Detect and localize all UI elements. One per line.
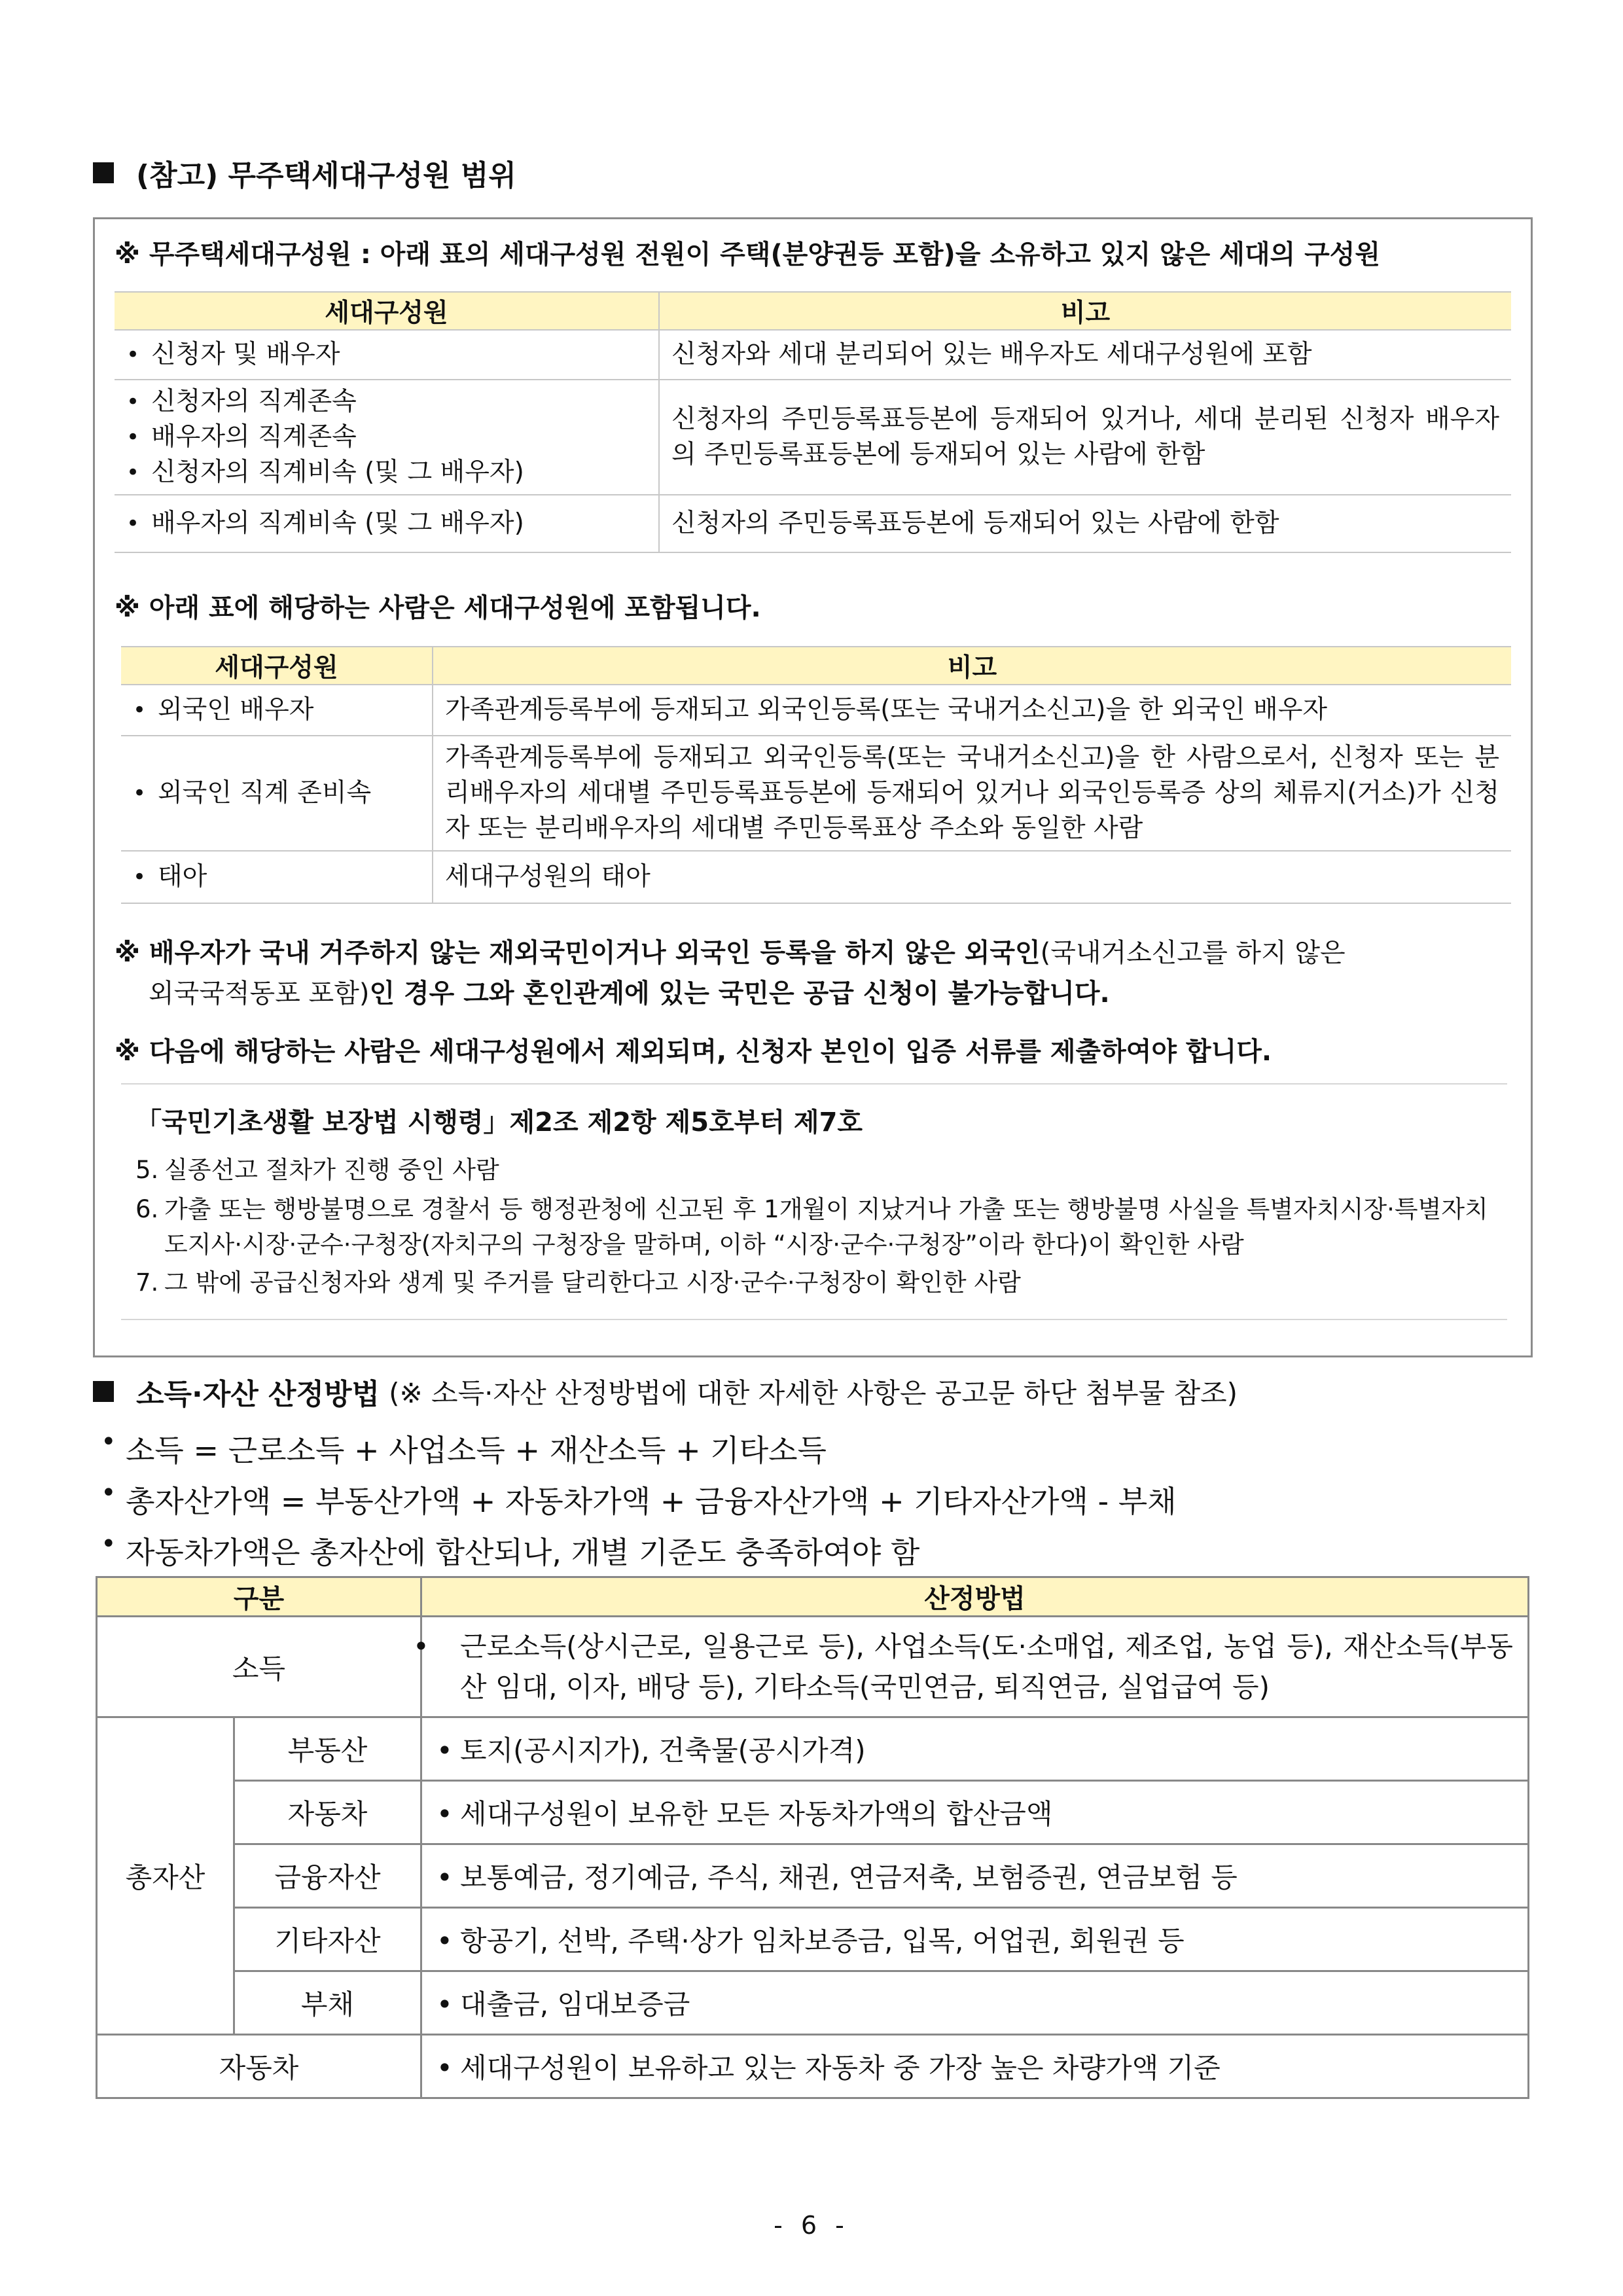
list-item: • 신청자의 직계비속 (및 그 배우자) (126, 455, 647, 490)
row-label: 부채 (234, 1971, 421, 2035)
household-scope-box (93, 217, 1533, 1357)
table-cell: • 세대구성원이 보유한 모든 자동차가액의 합산금액 (421, 1781, 1529, 1844)
section-note: (※ 소득·자산 산정방법에 대한 자세한 사항은 공고문 하단 첨부물 참조) (389, 1377, 1238, 1409)
table-row (97, 1908, 1529, 1971)
table-row (97, 1971, 1529, 2035)
list-item: • 신청자의 직계존속 (126, 384, 647, 420)
table-header: 비고 (433, 647, 1511, 685)
table-cell: 신청자와 세대 분리되어 있는 배우자도 세대구성원에 포함 (659, 330, 1511, 380)
table-row (97, 1781, 1529, 1844)
table-cell: 가족관계등록부에 등재되고 외국인등록(또는 국내거소신고)을 한 외국인 배우자 (433, 685, 1511, 736)
row-label: 소득 (97, 1617, 421, 1717)
income-assets-table (96, 1576, 1529, 2099)
note-included-members: ※ 아래 표에 해당하는 사람은 세대구성원에 포함됩니다. (115, 593, 761, 623)
table-cell: • 항공기, 선박, 주택·상가 임차보증금, 입목, 어업권, 회원권 등 (421, 1908, 1529, 1971)
table-row (115, 330, 1511, 380)
section-heading-income-assets (93, 1371, 1238, 1412)
list-item: • 외국인 배우자 (133, 692, 420, 728)
car-value-note: • 자동차가액은 총자산에 합산되나, 개별 기준도 충족하여야 함 (126, 1529, 919, 1572)
row-label: 금융자산 (234, 1844, 421, 1908)
row-label: 총자산 (97, 1717, 234, 2035)
table-cell: 신청자의 주민등록표등본에 등재되어 있거나, 세대 분리된 신청자 배우자의 주민등록표등본에 등재되어 있는 사람에 한함 (659, 380, 1511, 495)
list-item: 7. 그 밖에 공급신청자와 생계 및 주거를 달리한다고 시장·군수·구청장이 확인한 사람 (135, 1268, 1021, 1297)
included-members-table (121, 646, 1511, 904)
exclusion-box (121, 1083, 1507, 1320)
list-item: • 신청자 및 배우자 (126, 337, 647, 372)
formula-total-assets: • 총자산가액 = 부동산가액 + 자동차가액 + 금융자산가액 + 기타자산가액 - 부채 (126, 1478, 1177, 1521)
note-foreign-spouse: ※ 배우자가 국내 거주하지 않는 재외국민이거나 외국인 등록을 하지 않은 외국인(국내거소신고를 하지 않은 외국국적동포 포함)인 경우 그와 혼인관계에 있는 국민은 공급 신청이 불가능합니다. (115, 938, 1346, 1009)
table-header: 세대구성원 (115, 292, 659, 330)
table-header: 비고 (659, 292, 1511, 330)
table-header: 세대구성원 (121, 647, 433, 685)
table-row (121, 851, 1511, 903)
section-title: 소득·자산 산정방법 (136, 1378, 380, 1411)
section-heading-household (93, 152, 516, 194)
table-row (97, 1844, 1529, 1908)
list-item: • 태아 (133, 859, 420, 895)
section-title: (참고) 무주택세대구성원 범위 (136, 159, 516, 192)
list-item: • 배우자의 직계비속 (및 그 배우자) (126, 506, 647, 541)
list-item: 6. 가출 또는 행방불명으로 경찰서 등 행정관청에 신고된 후 1개월이 지났거나 가출 또는 행방불명 사실을 특별자치시장·특별자치도지사·시장·군수·구청장(자치구의 구청장을 말하며, 이하 “시장·군수·구청장”이라 한다)이 확인한 사람 (135, 1195, 1488, 1259)
list-item: 5. 실종선고 절차가 진행 중인 사람 (135, 1156, 499, 1184)
row-label: 부동산 (234, 1717, 421, 1781)
table-header: 구분 (97, 1577, 421, 1617)
table-row (115, 495, 1511, 552)
table-row (121, 685, 1511, 736)
table-cell: 세대구성원의 태아 (433, 851, 1511, 903)
page-number: - 6 - (774, 2211, 849, 2240)
table-row (97, 1617, 1529, 1717)
row-label: 자동차 (234, 1781, 421, 1844)
note-no-house-definition: ※ 무주택세대구성원 : 아래 표의 세대구성원 전원이 주택(분양권등 포함)을 소유하고 있지 않은 세대의 구성원 (115, 240, 1380, 270)
table-cell: • 토지(공시지가), 건축물(공시가격) (421, 1717, 1529, 1781)
table-row (97, 2035, 1529, 2098)
row-label: 기타자산 (234, 1908, 421, 1971)
table-row (121, 736, 1511, 851)
table-row (115, 380, 1511, 495)
list-item: • 배우자의 직계존속 (126, 420, 647, 455)
table-cell: • 대출금, 임대보증금 (421, 1971, 1529, 2035)
table-row (97, 1717, 1529, 1781)
table-cell: • 보통예금, 정기예금, 주식, 채권, 연금저축, 보험증권, 연금보험 등 (421, 1844, 1529, 1908)
household-members-table (115, 291, 1511, 553)
formula-income: • 소득 = 근로소득 + 사업소득 + 재산소득 + 기타소득 (126, 1427, 827, 1470)
exclusion-title: 「국민기초생활 보장법 시행령」제2조 제2항 제5호부터 제7호 (135, 1107, 863, 1138)
note-excluded-members: ※ 다음에 해당하는 사람은 세대구성원에서 제외되며, 신청자 본인이 입증 서류를 제출하여야 합니다. (115, 1037, 1272, 1067)
table-cell: • 근로소득(상시근로, 일용근로 등), 사업소득(도·소매업, 제조업, 농업 등), 재산소득(부동산 임대, 이자, 배당 등), 기타소득(국민연금, 퇴직연금, 실업급여 등) (421, 1617, 1529, 1717)
table-header: 산정방법 (421, 1577, 1529, 1617)
table-cell: 가족관계등록부에 등재되고 외국인등록(또는 국내거소신고)을 한 사람으로서, 신청자 또는 분리배우자의 세대별 주민등록표등본에 등재되어 있거나 외국인등록증 상의 체류지(거소)가 신청자 또는 분리배우자의 세대별 주민등록표상 주소와 동일한 사람 (433, 736, 1511, 851)
row-label: 자동차 (97, 2035, 421, 2098)
list-item: • 외국인 직계 존비속 (133, 776, 420, 811)
table-cell: • 세대구성원이 보유하고 있는 자동차 중 가장 높은 차량가액 기준 (421, 2035, 1529, 2098)
square-bullet-icon (93, 162, 114, 183)
table-cell: 신청자의 주민등록표등본에 등재되어 있는 사람에 한함 (659, 495, 1511, 552)
square-bullet-icon (93, 1381, 114, 1402)
